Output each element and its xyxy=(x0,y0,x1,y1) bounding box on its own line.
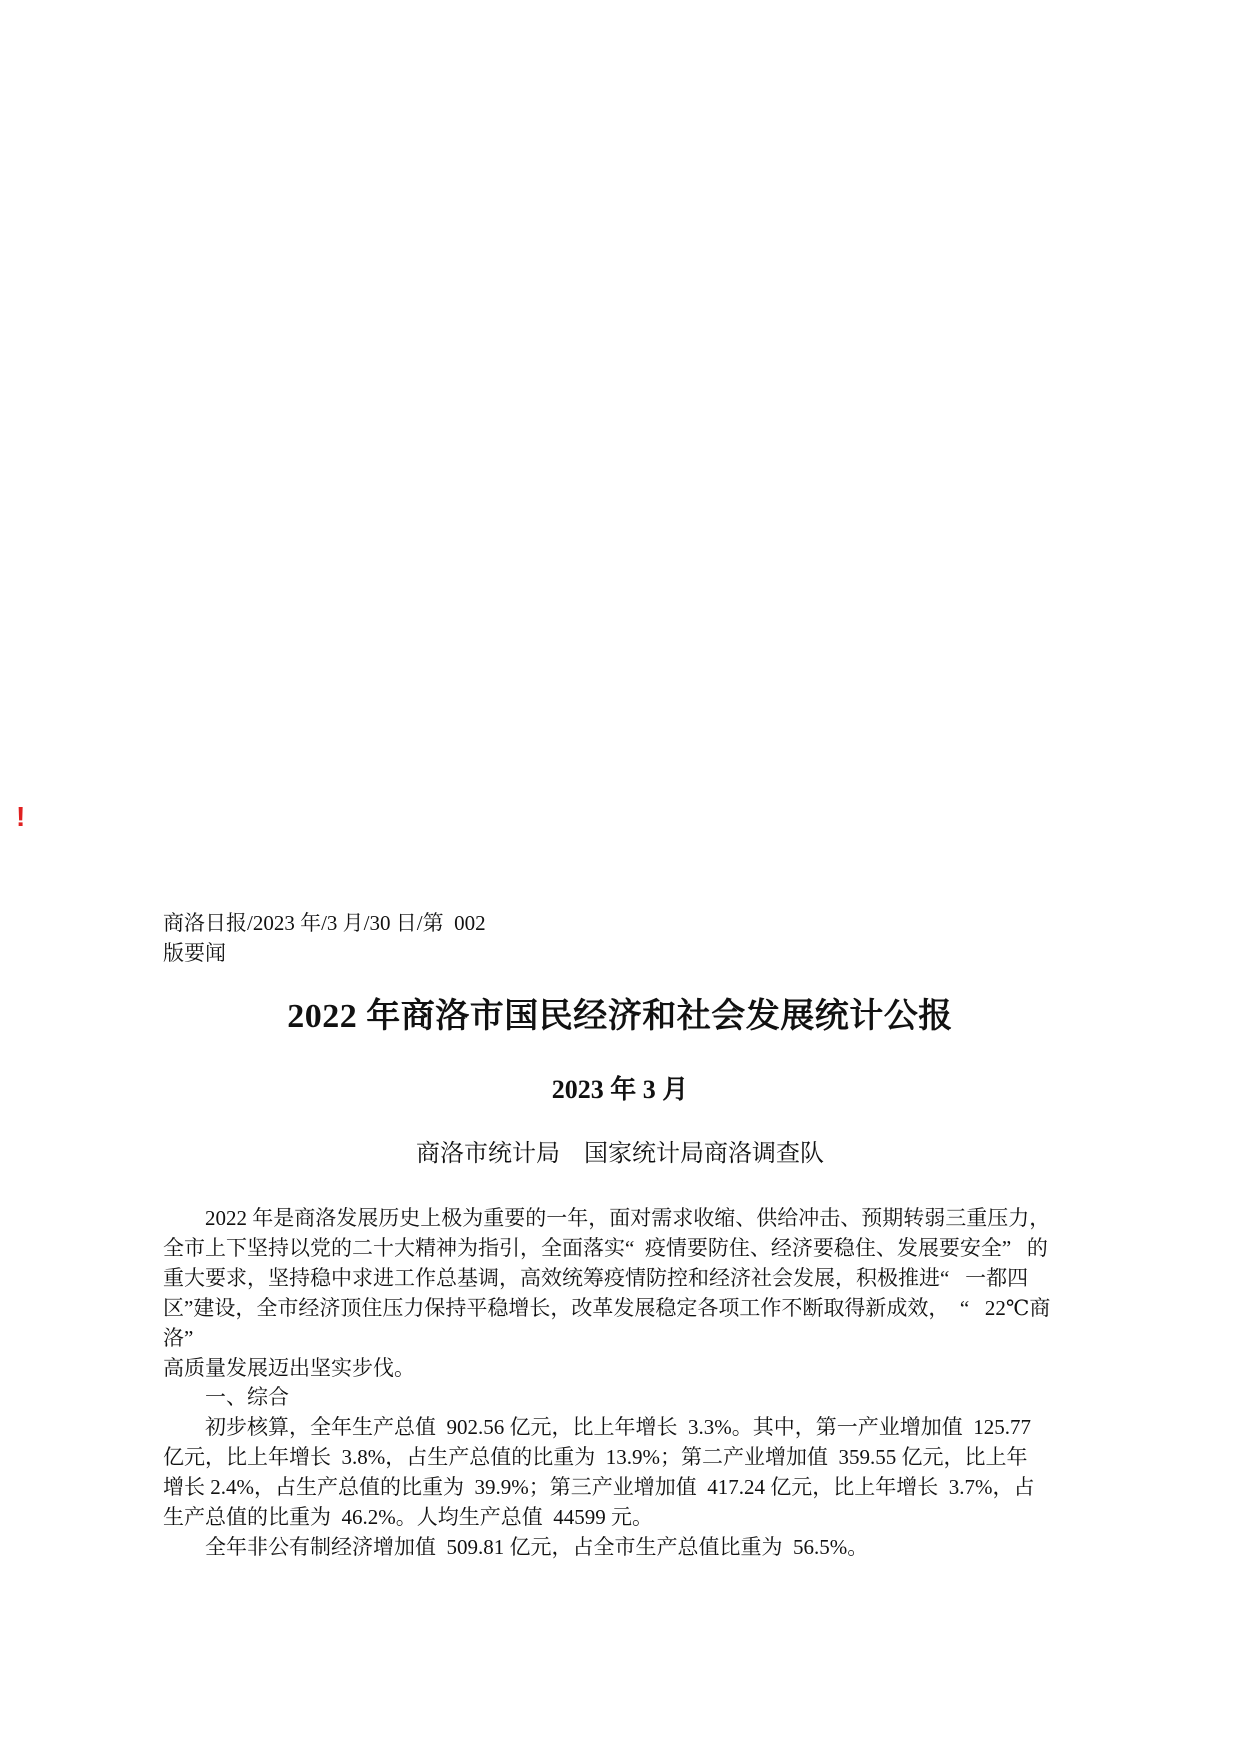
page-title: 2022 年商洛市国民经济和社会发展统计公报 xyxy=(287,998,953,1035)
paragraph-line: 洛” xyxy=(163,1326,194,1350)
paragraph-line: 全年非公有制经济增加值 509.81 亿元，占全市生产总值比重为 56.5%。 xyxy=(205,1535,869,1559)
paragraph-line: 亿元，比上年增长 3.8%，占生产总值的比重为 13.9%；第二产业增加值 359.55 亿元，比上年 xyxy=(163,1445,1028,1469)
newspaper-section-line: 版要闻 xyxy=(163,941,226,965)
paragraph-line: 生产总值的比重为 46.2%。人均生产总值 44599 元。 xyxy=(163,1505,653,1529)
paragraph-line: 区”建设，全市经济顶住压力保持平稳增长，改革发展稳定各项工作不断取得新成效， “ 22℃商 xyxy=(163,1296,1051,1320)
paragraph-line: 全市上下坚持以党的二十大精神为指引，全面落实“ 疫情要防住、经济要稳住、发展要安全” 的 xyxy=(163,1236,1048,1260)
issuing-agencies: 商洛市统计局 国家统计局商洛调查队 xyxy=(416,1141,824,1167)
section-heading: 一、综合 xyxy=(205,1385,289,1409)
paragraph-line: 初步核算，全年生产总值 902.56 亿元，比上年增长 3.3%。其中，第一产业增加值 125.77 xyxy=(205,1415,1031,1439)
red-exclamation-mark: ! xyxy=(16,801,26,832)
newspaper-source-line: 商洛日报/2023 年/3 月/30 日/第 002 xyxy=(163,911,486,935)
paragraph-line: 增长 2.4%，占生产总值的比重为 39.9%；第三产业增加值 417.24 亿元，比上年增长 3.7%，占 xyxy=(163,1475,1035,1499)
publication-date: 2023 年 3 月 xyxy=(551,1075,689,1104)
paragraph-line: 高质量发展迈出坚实步伐。 xyxy=(163,1356,415,1380)
paragraph-line: 重大要求，坚持稳中求进工作总基调，高效统筹疫情防控和经济社会发展，积极推进“ 一都四 xyxy=(163,1266,1029,1290)
paragraph-line: 2022 年是商洛发展历史上极为重要的一年，面对需求收缩、供给冲击、预期转弱三重压力， xyxy=(205,1206,1051,1230)
